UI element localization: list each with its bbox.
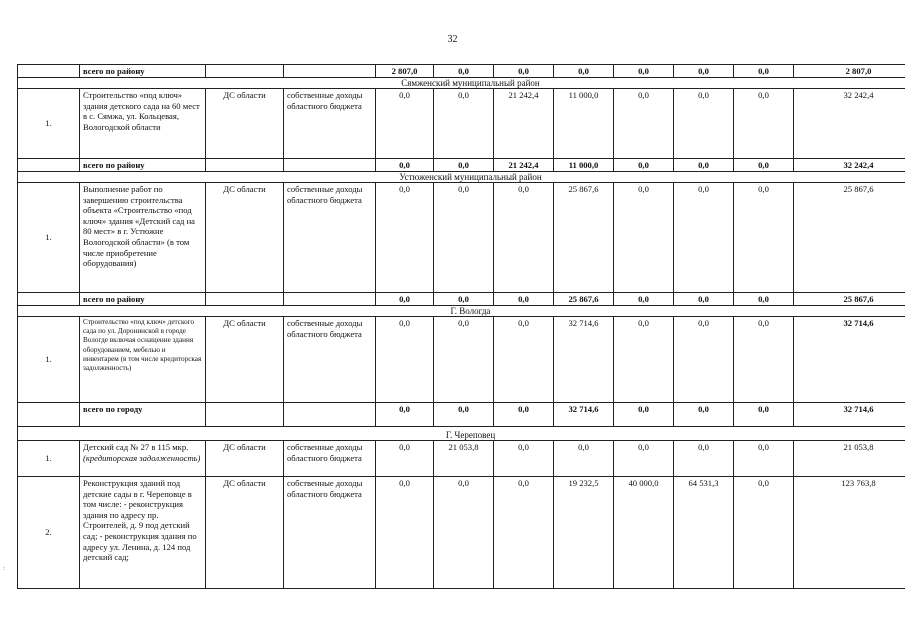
funding-source: собственные доходы областного бюджета	[284, 317, 376, 403]
funding-source: собственные доходы областного бюджета	[284, 89, 376, 159]
cell-value: 0,0	[494, 317, 554, 403]
cell-value: 0,0	[734, 477, 794, 589]
cell-value: 32 714,6	[794, 403, 905, 427]
cell-value: 0,0	[494, 183, 554, 293]
customer: ДС области	[206, 441, 284, 477]
cell-value: 0,0	[734, 441, 794, 477]
cell-value: 32 242,4	[794, 159, 905, 172]
total-label: всего по району	[80, 159, 206, 172]
cell-value: 0,0	[434, 477, 494, 589]
cell-value: 21 242,4	[494, 89, 554, 159]
cell-value: 2 807,0	[376, 65, 434, 78]
section-header	[18, 427, 905, 441]
section-header	[18, 172, 905, 183]
funding-source: собственные доходы областного бюджета	[284, 477, 376, 589]
table-row-total	[18, 65, 905, 78]
object-name-note: (кредиторская задолженность)	[83, 452, 201, 463]
customer: ДС области	[206, 477, 284, 589]
section-title: Сямженский муниципальный район	[18, 78, 905, 89]
cell-value: 0,0	[376, 441, 434, 477]
cell-value: 0,0	[614, 65, 674, 78]
cell-value: 0,0	[434, 159, 494, 172]
table-row-total	[18, 159, 905, 172]
cell-value: 11 000,0	[554, 159, 614, 172]
customer: ДС области	[206, 183, 284, 293]
cell-value: 0,0	[494, 441, 554, 477]
total-label: всего по району	[80, 65, 206, 78]
object-name: Строительство «под ключ» детского сада по ул. Доронинской в городе Вологде включая оснащение здания оборудованием, мебелью и инвентарем (в том числе кредиторская задолженность)	[80, 317, 206, 403]
cell-value: 0,0	[734, 159, 794, 172]
cell-value: 0,0	[614, 183, 674, 293]
cell-value: 0,0	[614, 317, 674, 403]
cell-value: 0,0	[614, 441, 674, 477]
cell-value: 0,0	[376, 317, 434, 403]
page-number: 32	[447, 34, 458, 45]
cell-value: 64 531,3	[674, 477, 734, 589]
cell-value: 2 807,0	[794, 65, 905, 78]
row-number: 1.	[18, 89, 80, 159]
funding-source: собственные доходы областного бюджета	[284, 183, 376, 293]
cell-value: 32 242,4	[794, 89, 905, 159]
cell-value: 32 714,6	[794, 317, 905, 403]
cell-value: 0,0	[494, 65, 554, 78]
cell-value: 0,0	[494, 293, 554, 306]
section-title: Г. Вологда	[18, 306, 905, 317]
cell-value: 0,0	[674, 441, 734, 477]
cell-value: 0,0	[614, 159, 674, 172]
cell-value: 0,0	[376, 403, 434, 427]
cell-value: 32 714,6	[554, 317, 614, 403]
section-title: Г. Череповец	[18, 427, 905, 441]
cell-value: 0,0	[674, 403, 734, 427]
cell-value: 11 000,0	[554, 89, 614, 159]
row-number: 1.	[18, 441, 80, 477]
cell-value: 0,0	[674, 183, 734, 293]
cell-value: 19 232,5	[554, 477, 614, 589]
cell-value: 0,0	[734, 293, 794, 306]
cell-value: 0,0	[434, 183, 494, 293]
table-row	[18, 183, 905, 293]
cell-value: 0,0	[674, 317, 734, 403]
object-name: Строительство «под ключ» здания детского сада на 60 мест в с. Сямжа, ул. Кольцевая, Вологодской области	[80, 89, 206, 159]
object-name	[80, 441, 206, 477]
cell-value: 0,0	[734, 65, 794, 78]
cell-value: 32 714,6	[554, 403, 614, 427]
cell-value: 0,0	[376, 183, 434, 293]
budget-table	[17, 64, 905, 589]
table-row	[18, 441, 905, 477]
cell-value: 0,0	[674, 89, 734, 159]
row-number: 2.	[18, 477, 80, 589]
cell-value: 0,0	[376, 293, 434, 306]
object-name: Реконструкция зданий под детские сады в г. Череповце в том числе: - реконструкция здания по адресу пр. Строителей, д. 9 под детский сад; - реконструкция здания по адресу ул. Ленина, д. 124 под детский сад;	[80, 477, 206, 589]
section-header	[18, 306, 905, 317]
cell-value: 0,0	[674, 293, 734, 306]
cell-value: 25 867,6	[554, 183, 614, 293]
cell-value: 0,0	[376, 477, 434, 589]
side-mark: :	[3, 566, 5, 572]
cell-value: 123 763,8	[794, 477, 905, 589]
total-label: всего по району	[80, 293, 206, 306]
funding-source: собственные доходы областного бюджета	[284, 441, 376, 477]
table-row-total	[18, 403, 905, 427]
cell-value: 21 053,8	[794, 441, 905, 477]
cell-value: 0,0	[734, 317, 794, 403]
section-header	[18, 78, 905, 89]
table-row	[18, 477, 905, 589]
cell-value: 0,0	[434, 317, 494, 403]
cell-value: 0,0	[554, 65, 614, 78]
cell-value: 0,0	[494, 477, 554, 589]
table-row-total	[18, 293, 905, 306]
cell-value: 0,0	[734, 403, 794, 427]
object-name-main: Детский сад № 27 в 115 мкр.	[83, 442, 189, 452]
cell-value: 0,0	[376, 159, 434, 172]
cell-value: 0,0	[614, 403, 674, 427]
row-number: 1.	[18, 317, 80, 403]
table-row	[18, 317, 905, 403]
section-title: Устюженский муниципальный район	[18, 172, 905, 183]
cell-value: 0,0	[734, 89, 794, 159]
cell-value: 0,0	[494, 403, 554, 427]
cell-value: 0,0	[734, 183, 794, 293]
cell-value: 0,0	[434, 293, 494, 306]
cell-value: 0,0	[434, 65, 494, 78]
cell-value: 40 000,0	[614, 477, 674, 589]
total-label: всего по городу	[80, 403, 206, 427]
cell-value: 21 053,8	[434, 441, 494, 477]
cell-value: 25 867,6	[554, 293, 614, 306]
cell-value: 0,0	[434, 403, 494, 427]
cell-value: 0,0	[434, 89, 494, 159]
customer: ДС области	[206, 89, 284, 159]
cell-value: 25 867,6	[794, 183, 905, 293]
object-name: Выполнение работ по завершению строительства объекта «Строительство «под ключ» здания «Детский сад на 80 мест» в г. Устюжне Вологодской области» (в том числе приобретение оборудования)	[80, 183, 206, 293]
table-row	[18, 89, 905, 159]
customer: ДС области	[206, 317, 284, 403]
cell-value: 0,0	[376, 89, 434, 159]
cell-value: 0,0	[554, 441, 614, 477]
cell-value: 25 867,6	[794, 293, 905, 306]
cell-value: 0,0	[674, 65, 734, 78]
cell-value: 0,0	[614, 89, 674, 159]
cell-value: 0,0	[674, 159, 734, 172]
cell-value: 0,0	[614, 293, 674, 306]
row-number: 1.	[18, 183, 80, 293]
cell-value: 21 242,4	[494, 159, 554, 172]
